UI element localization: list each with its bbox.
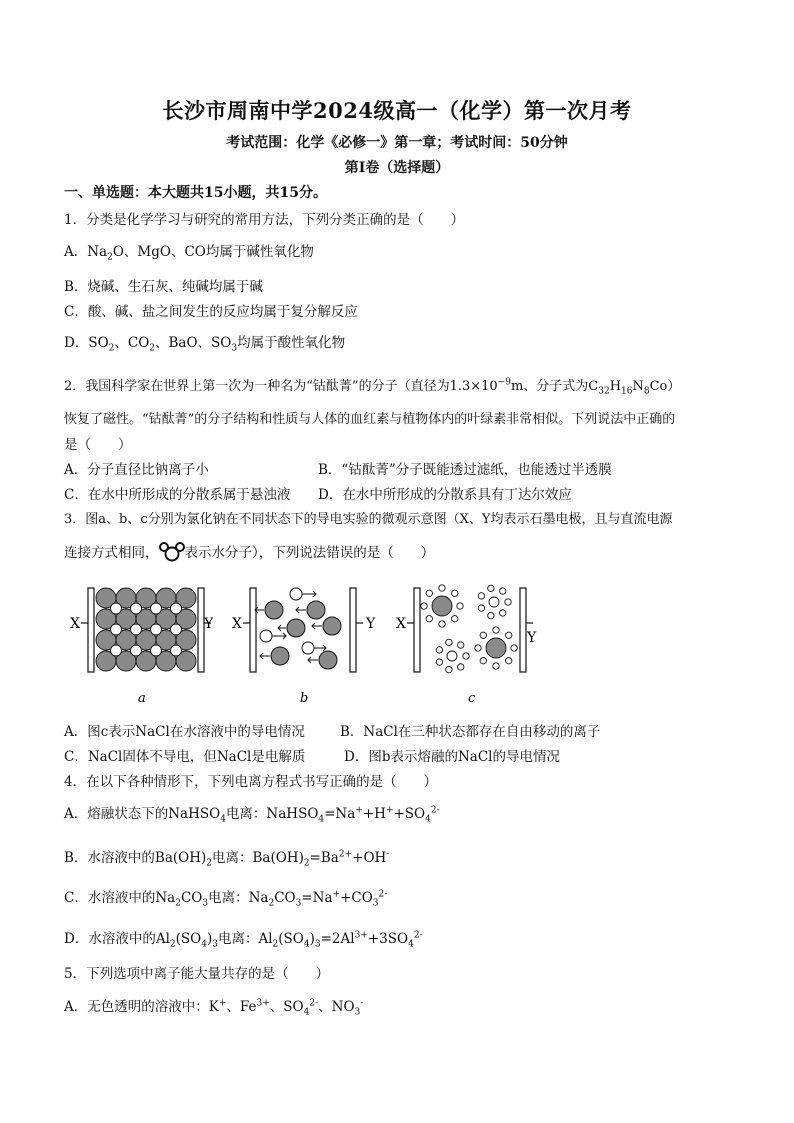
sodium-ion	[426, 590, 432, 596]
sodium-ion	[436, 647, 442, 653]
figure-c	[396, 585, 537, 706]
sodium-ion	[463, 653, 469, 659]
svg-text:Y: Y	[527, 630, 537, 646]
sodium-ion	[131, 645, 142, 656]
svg-text:Y: Y	[366, 616, 376, 632]
sodium-ion	[480, 658, 486, 664]
q3-figure	[64, 582, 537, 712]
sodium-ion	[480, 632, 486, 638]
sodium-ion	[151, 603, 162, 614]
chloride-ion	[432, 596, 452, 616]
sodium-ion	[171, 645, 182, 656]
sodium-ion	[458, 642, 464, 648]
sodium-ion	[478, 593, 484, 599]
q5-option-a: A．无色透明的溶液中：K+、$Fe^{3+}$、$SO_4^{2-}$、$NO_3^-$	[64, 998, 364, 1018]
sodium-ion	[111, 624, 122, 635]
q4-stem: 4．在以下各种情形下，下列电离方程式书写正确的是（ ）	[64, 774, 438, 790]
q3-option-a: A．图c表示NaCl在水溶液中的导电情况	[64, 724, 305, 740]
section-heading: 一、单选题：本大题共15小题，共15分。	[64, 185, 327, 201]
q5-stem: 5．下列选项中离子能大量共存的是（ ）	[64, 966, 330, 982]
q2-option-b: B．“钴酞菁”分子既能透过滤纸，也能透过半透膜	[318, 462, 612, 478]
sodium-ion	[151, 624, 162, 635]
electrode-label-x: X	[70, 616, 80, 632]
sodium-ion	[131, 624, 142, 635]
sodium-ion	[111, 645, 122, 656]
sodium-ion	[505, 599, 511, 605]
q3-stem-line1: 3．图a、b、c分别为氯化钠在不同状态下的导电实验的微观示意图（X、Y均表示石墨电极，且与直流电源	[64, 512, 673, 527]
sodium-ion	[493, 627, 499, 633]
sodium-ion	[500, 610, 506, 616]
q2-stem-line1: 2．我国科学家在世界上第一次为一种名为“钴酞菁”的分子（直径为$1.3\times 10^{-9}m$、分子式为$C_{32}H_{16}N_8Co$）	[64, 377, 681, 397]
q1-option-c: C．酸、碱、盐之间发生的反应均属于复分解反应	[64, 304, 358, 320]
q2-option-a: A．分子直径比钠离子小	[64, 462, 209, 478]
sodium-ion	[506, 658, 512, 664]
q2-stem-line3: 是（ ）	[64, 437, 132, 453]
q3-option-d: D．图b表示熔融的NaCl的导电情况	[344, 749, 560, 765]
sodium-ion	[506, 632, 512, 638]
sodium-ion	[488, 612, 494, 618]
figure-label-c: c	[468, 691, 476, 706]
sodium-ion	[171, 624, 182, 635]
sodium-ion	[446, 666, 452, 672]
q4-option-d: D．水溶液中的$Al_2(SO_4)_3$电离：$Al_2(SO_4)_3=2Al^{3+}+3SO_4^{2-}$	[64, 930, 423, 950]
chloride-ion	[486, 638, 506, 658]
figure-b	[232, 588, 376, 706]
q1-option-d: D．$SO_2$、$CO_2$、BaO、$SO_3$均属于酸性氧化物	[64, 335, 346, 354]
q3-option-c: C．NaCl固体不导电，但NaCl是电解质	[64, 749, 306, 765]
sodium-ion	[151, 645, 162, 656]
sodium-ion	[452, 616, 458, 622]
figure-label-b: b	[300, 691, 309, 706]
figure-a	[70, 588, 214, 706]
sodium-ion	[489, 597, 499, 607]
sodium-ion	[457, 603, 463, 609]
svg-text:X: X	[396, 616, 406, 632]
volume-heading: 第Ⅰ卷（选择题）	[344, 160, 450, 176]
sodium-ion	[131, 603, 142, 614]
sodium-ion	[488, 585, 494, 591]
sodium-ion	[111, 603, 122, 614]
figure-label-a: a	[138, 691, 146, 706]
svg-text:X: X	[232, 616, 242, 632]
sodium-ion	[500, 588, 506, 594]
sodium-ion	[475, 645, 481, 651]
sodium-ion	[436, 659, 442, 665]
q2-option-c: C．在水中所形成的分散系属于悬浊液	[64, 487, 291, 503]
q2-option-d: D．在水中所形成的分散系具有丁达尔效应	[318, 487, 572, 503]
sodium-ion	[458, 664, 464, 670]
water-molecule-icon	[159, 542, 185, 562]
exam-title: 长沙市周南中学2024级高一（化学）第一次月考	[162, 98, 632, 123]
q2-stem-line2: 恢复了磁性。“钴酞菁”的分子结构和性质与人体的血红素与植物体内的叶绿素非常相似。下列说法中正确的	[64, 412, 676, 427]
electrode-label-y: Y	[204, 616, 214, 632]
sodium-ion	[439, 585, 445, 591]
q1-option-a: A．$Na_2O$、MgO、CO均属于碱性氧化物	[64, 244, 314, 263]
sodium-ion	[478, 605, 484, 611]
q1-stem: 1．分类是化学学习与研究的常用方法，下列分类正确的是（ ）	[64, 212, 465, 228]
q3-stem-line2: 连接方式相同， 表示水分子），下列说法错误的是（ ）	[64, 541, 434, 562]
sodium-ion	[439, 621, 445, 627]
q3-option-b: B．NaCl在三种状态都存在自由移动的离子	[340, 724, 601, 740]
sodium-ion	[511, 645, 517, 651]
q4-option-c: C．水溶液中的$Na_2CO_3$电离：$Na_2CO_3=Na^++CO_3^{2-}$	[64, 889, 388, 909]
exam-subtitle: 考试范围：化学《必修一》第一章；考试时间：50分钟	[226, 135, 568, 151]
sodium-ion	[493, 663, 499, 669]
q1-option-b: B．烧碱、生石灰、纯碱均属于碱	[64, 279, 263, 295]
sodium-ion	[426, 616, 432, 622]
sodium-ion	[171, 603, 182, 614]
sodium-ion	[446, 639, 452, 645]
q4-option-a: A．熔融状态下的NaHSO$_4$电离：$NaHSO_4=Na^++H^++SO_4^{2-}$	[64, 805, 440, 825]
sodium-ion	[452, 590, 458, 596]
sodium-ion	[421, 603, 427, 609]
q4-option-b: B．水溶液中的$Ba(OH)_2$电离：$Ba(OH)_2=Ba^{2+}+OH^-$	[64, 849, 390, 869]
sodium-ion	[447, 651, 457, 661]
